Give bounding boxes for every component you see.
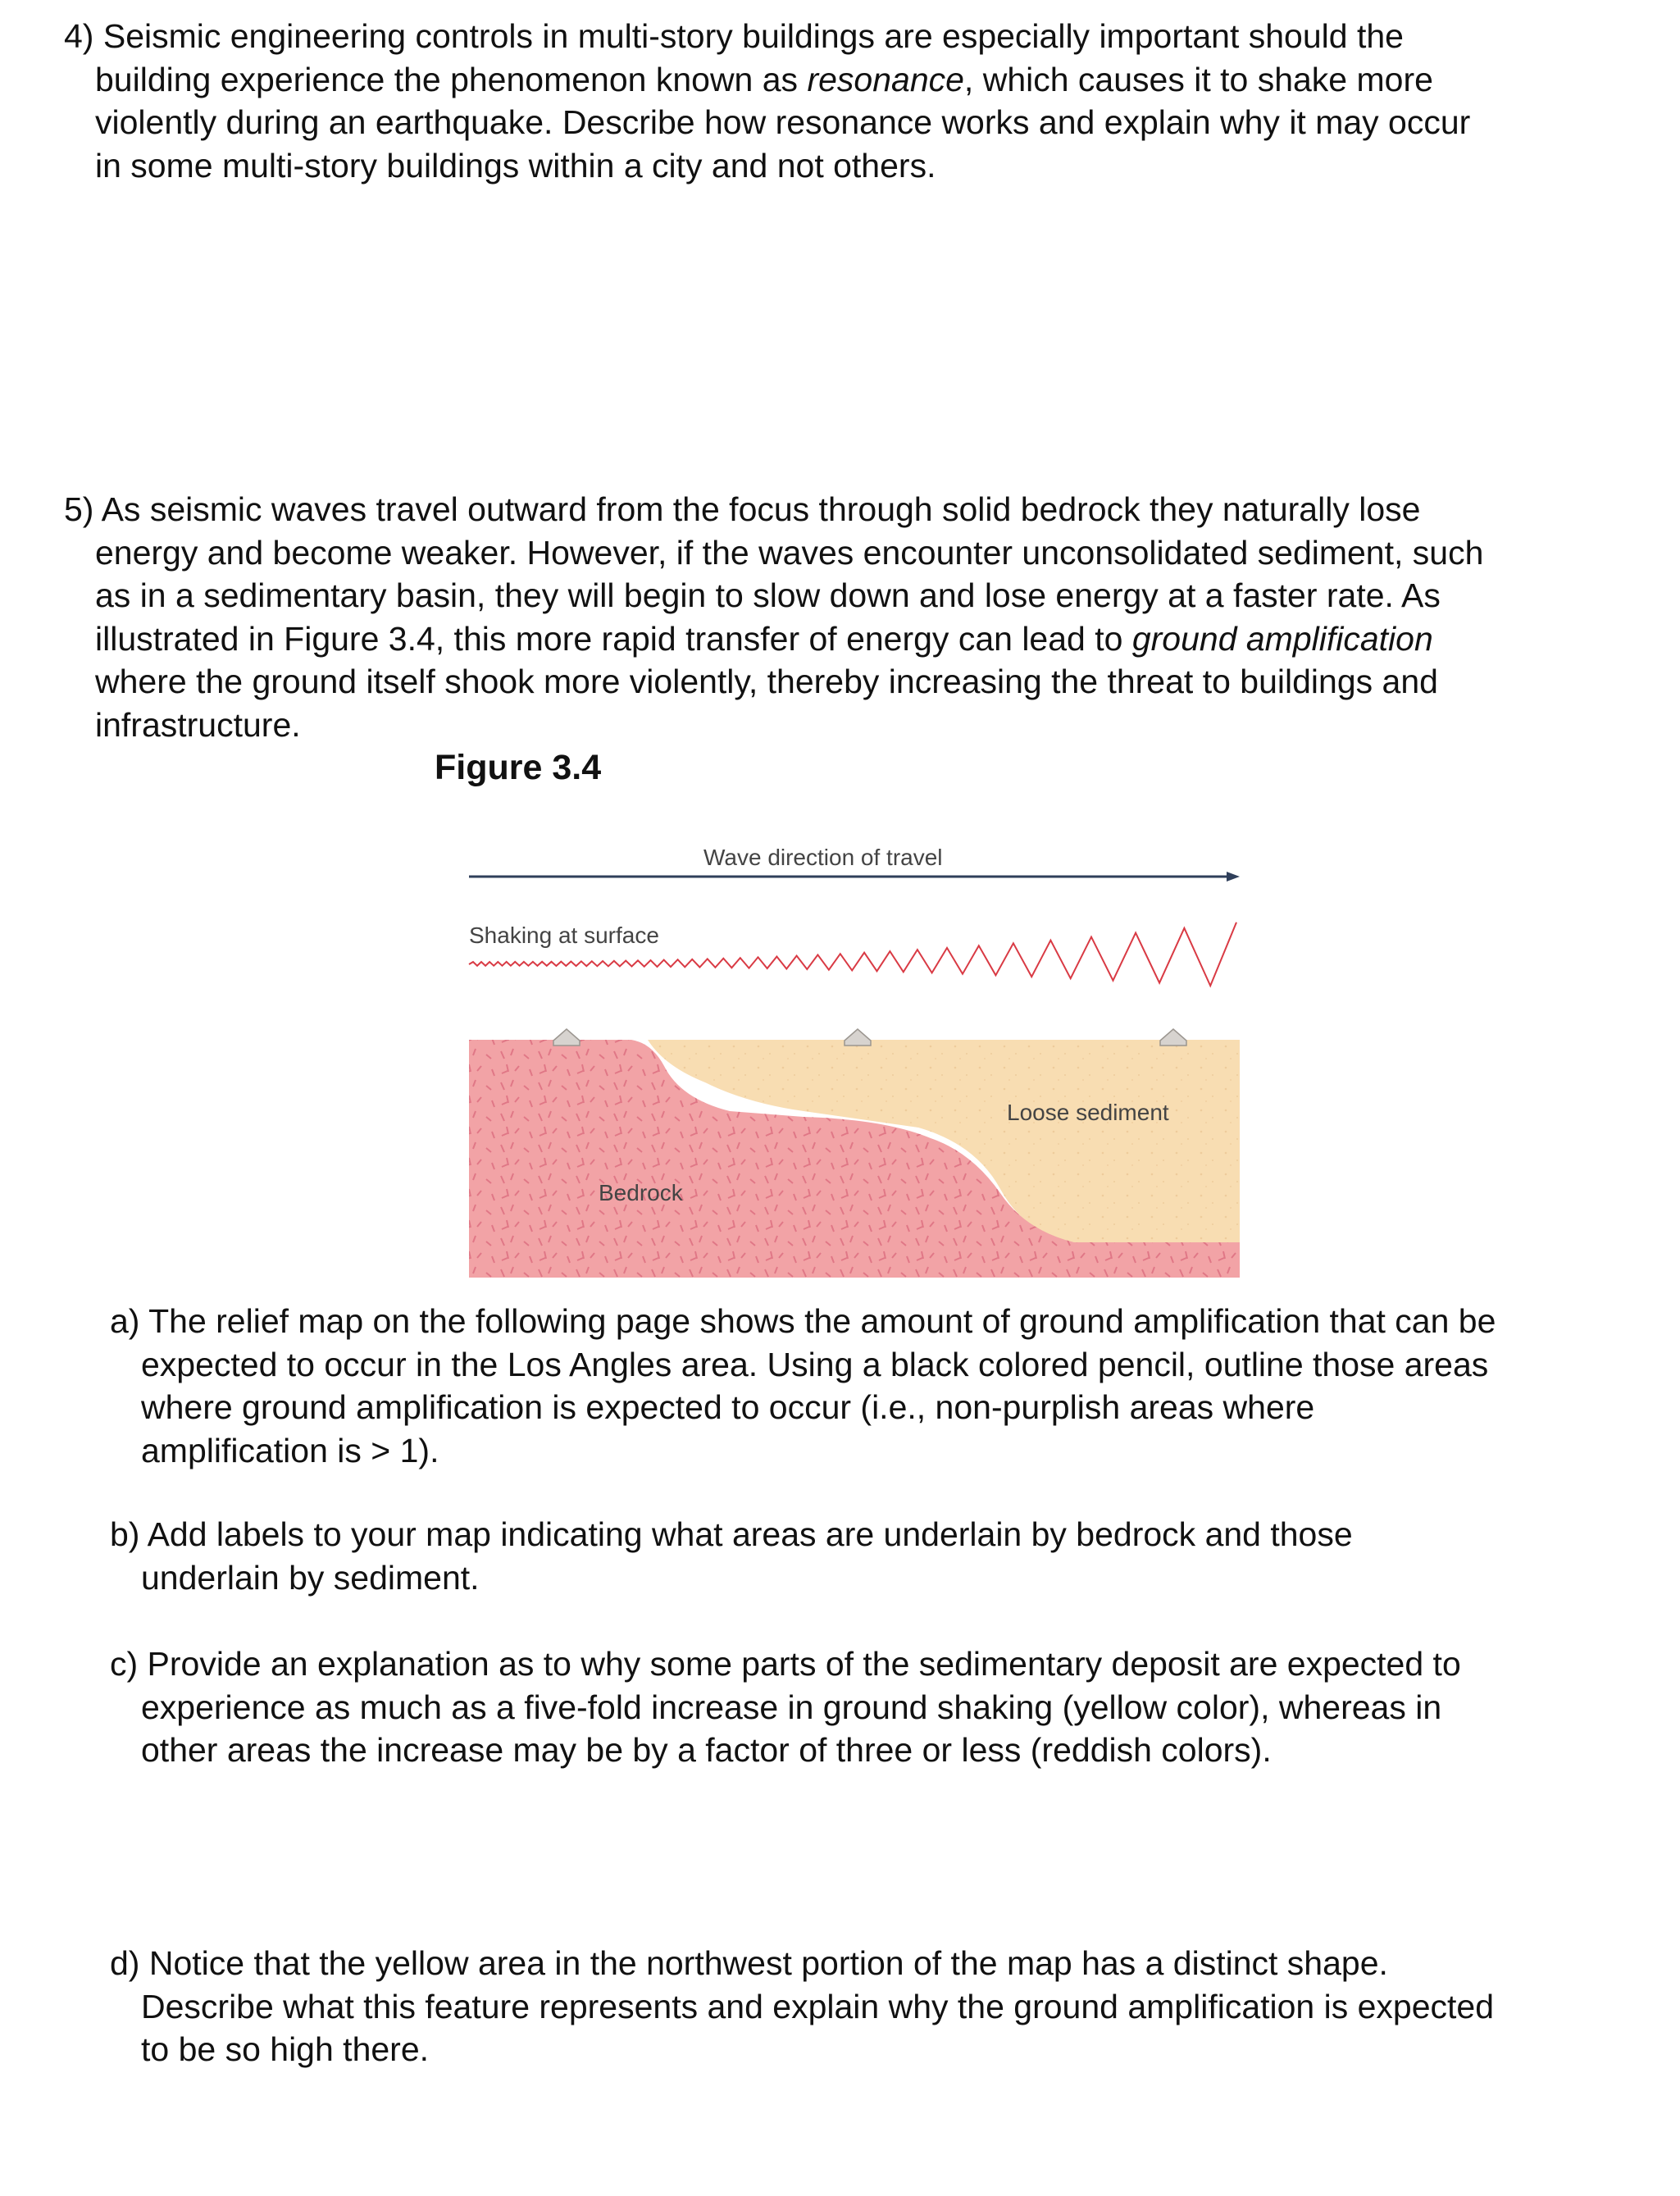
part-d-line-2: Describe what this feature represents and explain why the ground amplification is expected (141, 1987, 1495, 2025)
part-a-line-4: amplification is > 1). (141, 1431, 439, 1469)
house-icon (845, 1029, 871, 1046)
question-5-line-6: infrastructure. (95, 705, 301, 744)
part-c (110, 1642, 1461, 1772)
part-d (110, 1942, 1494, 2071)
question-4-line-2: building experience the phenomenon known as resonance, which causes it to shake more (95, 60, 1433, 98)
part-c-line-2: experience as much as a five-fold increase in ground shaking (yellow color), whereas in (141, 1688, 1442, 1726)
part-a-line-1: a) The relief map on the following page shows the amount of ground amplification that can be (110, 1302, 1496, 1340)
question-5-line-2: energy and become weaker. However, if the waves encounter unconsolidated sediment, such (95, 533, 1484, 572)
part-a-line-3: where ground amplification is expected to occur (i.e., non-purplish areas where (141, 1388, 1315, 1426)
house-icon (553, 1029, 580, 1046)
question-5-line-4: illustrated in Figure 3.4, this more rapid transfer of energy can lead to ground amplification (95, 619, 1433, 658)
figure-title: Figure 3.4 (435, 748, 602, 787)
wave-direction-label: Wave direction of travel (703, 845, 943, 870)
question-4-line-3: violently during an earthquake. Describe how resonance works and explain why it may occur (95, 103, 1471, 141)
part-d-line-1: d) Notice that the yellow area in the northwest portion of the map has a distinct shape. (110, 1944, 1388, 1982)
question-5-line-1: 5) As seismic waves travel outward from the focus through solid bedrock they naturally lose (64, 490, 1421, 528)
question-4-line-1: 4) Seismic engineering controls in multi-story buildings are especially important should the (64, 17, 1404, 55)
question-5-line-3: as in a sedimentary basin, they will begin to slow down and lose energy at a faster rate. As (95, 576, 1441, 614)
part-d-line-3: to be so high there. (141, 2030, 430, 2068)
part-b-line-1: b) Add labels to your map indicating what areas are underlain by bedrock and those (110, 1515, 1353, 1553)
part-c-line-3: other areas the increase may be by a factor of three or less (reddish colors). (141, 1731, 1272, 1769)
part-b-line-2: underlain by sediment. (141, 1558, 480, 1597)
ground-amplification-term: ground amplification (1131, 619, 1433, 658)
question-4 (64, 15, 1470, 187)
part-c-line-1: c) Provide an explanation as to why some parts of the sedimentary deposit are expected to (110, 1645, 1461, 1683)
question-4-line-4: in some multi-story buildings within a city and not others. (95, 146, 936, 185)
bedrock-label: Bedrock (599, 1180, 683, 1205)
part-a-line-2: expected to occur in the Los Angles area. Using a black colored pencil, outline those areas (141, 1345, 1489, 1383)
question-5 (64, 488, 1483, 746)
part-a (110, 1300, 1496, 1472)
question-5-line-5: where the ground itself shook more violently, thereby increasing the threat to buildings and (95, 663, 1438, 700)
arrowhead-icon (1227, 872, 1240, 882)
house-icon (1160, 1029, 1186, 1046)
part-b (110, 1513, 1353, 1599)
resonance-term: resonance (807, 60, 964, 98)
shaking-at-surface-label: Shaking at surface (469, 923, 659, 948)
figure-3-4-diagram (459, 828, 1263, 1287)
loose-sediment-label: Loose sediment (1007, 1100, 1169, 1125)
